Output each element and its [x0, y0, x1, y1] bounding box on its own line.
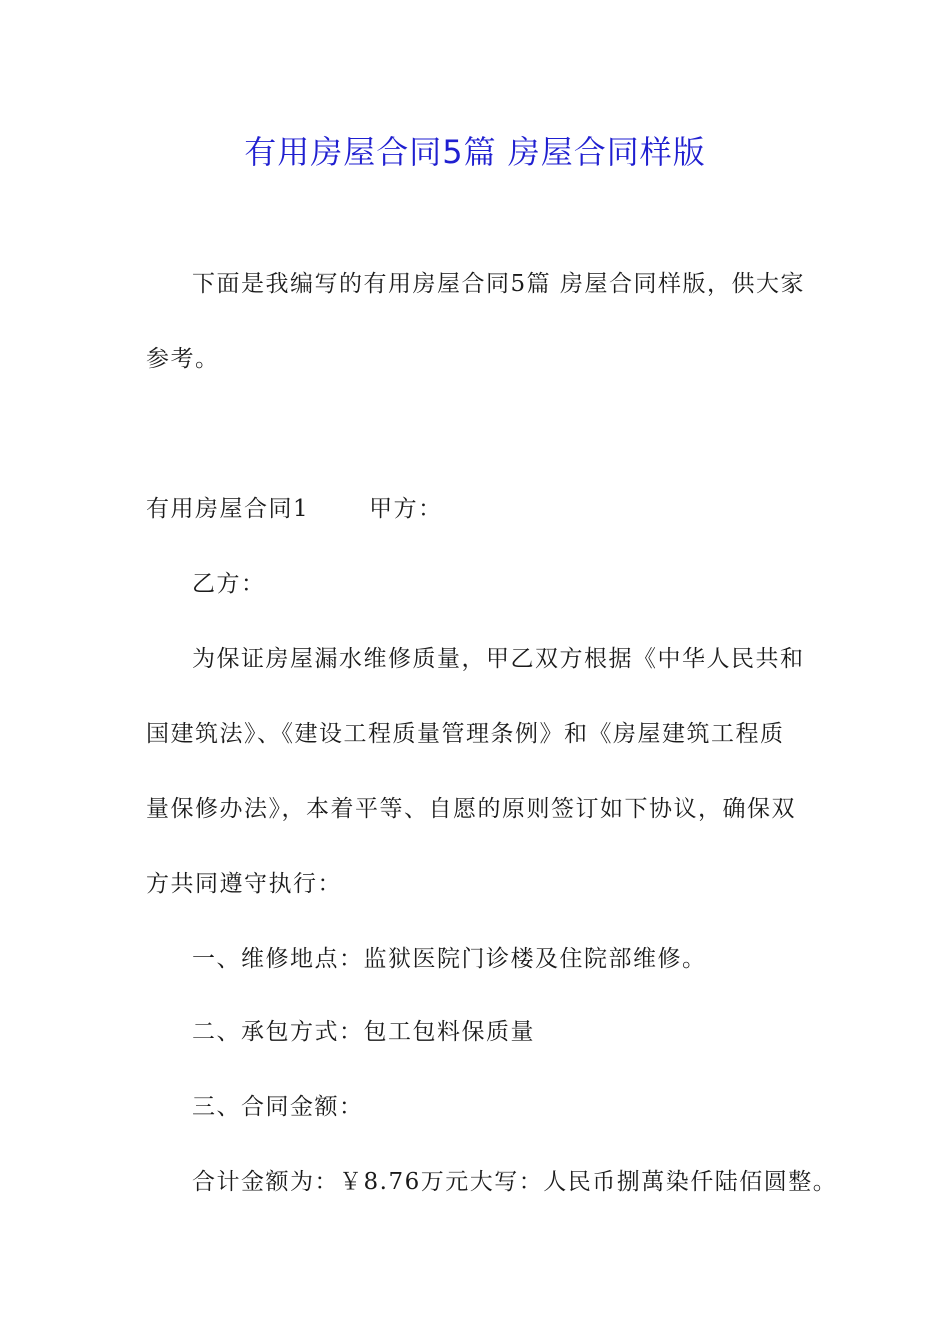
intro-line-2: 参考。	[146, 346, 220, 372]
preamble-line-3: 量保修办法》，本着平等、自愿的原则签订如下协议，确保双	[146, 796, 796, 822]
party-a-label: 甲方：	[369, 496, 443, 522]
clause-1: 一、维修地点：监狱医院门诊楼及住院部维修。	[192, 946, 707, 972]
preamble-line-4: 方共同遵守执行：	[146, 871, 342, 897]
document-title: 有用房屋合同5篇 房屋合同样版	[244, 133, 706, 171]
contract-amount: 合计金额为：￥8.76万元大写：人民币捌萬染仟陆佰圆整。	[192, 1169, 838, 1195]
preamble-line-2: 国建筑法》、《建设工程质量管理条例》和《房屋建筑工程质	[146, 721, 785, 747]
clause-2: 二、承包方式：包工包料保质量	[192, 1019, 535, 1045]
contract-heading: 有用房屋合同1	[146, 496, 310, 522]
preamble-line-1: 为保证房屋漏水维修质量，甲乙双方根据《中华人民共和	[192, 646, 805, 672]
clause-3: 三、合同金额：	[192, 1094, 364, 1120]
contract-heading-row	[146, 492, 443, 526]
intro-line-1: 下面是我编写的有用房屋合同5篇 房屋合同样版，供大家	[192, 271, 805, 297]
party-b-label: 乙方：	[192, 571, 266, 597]
